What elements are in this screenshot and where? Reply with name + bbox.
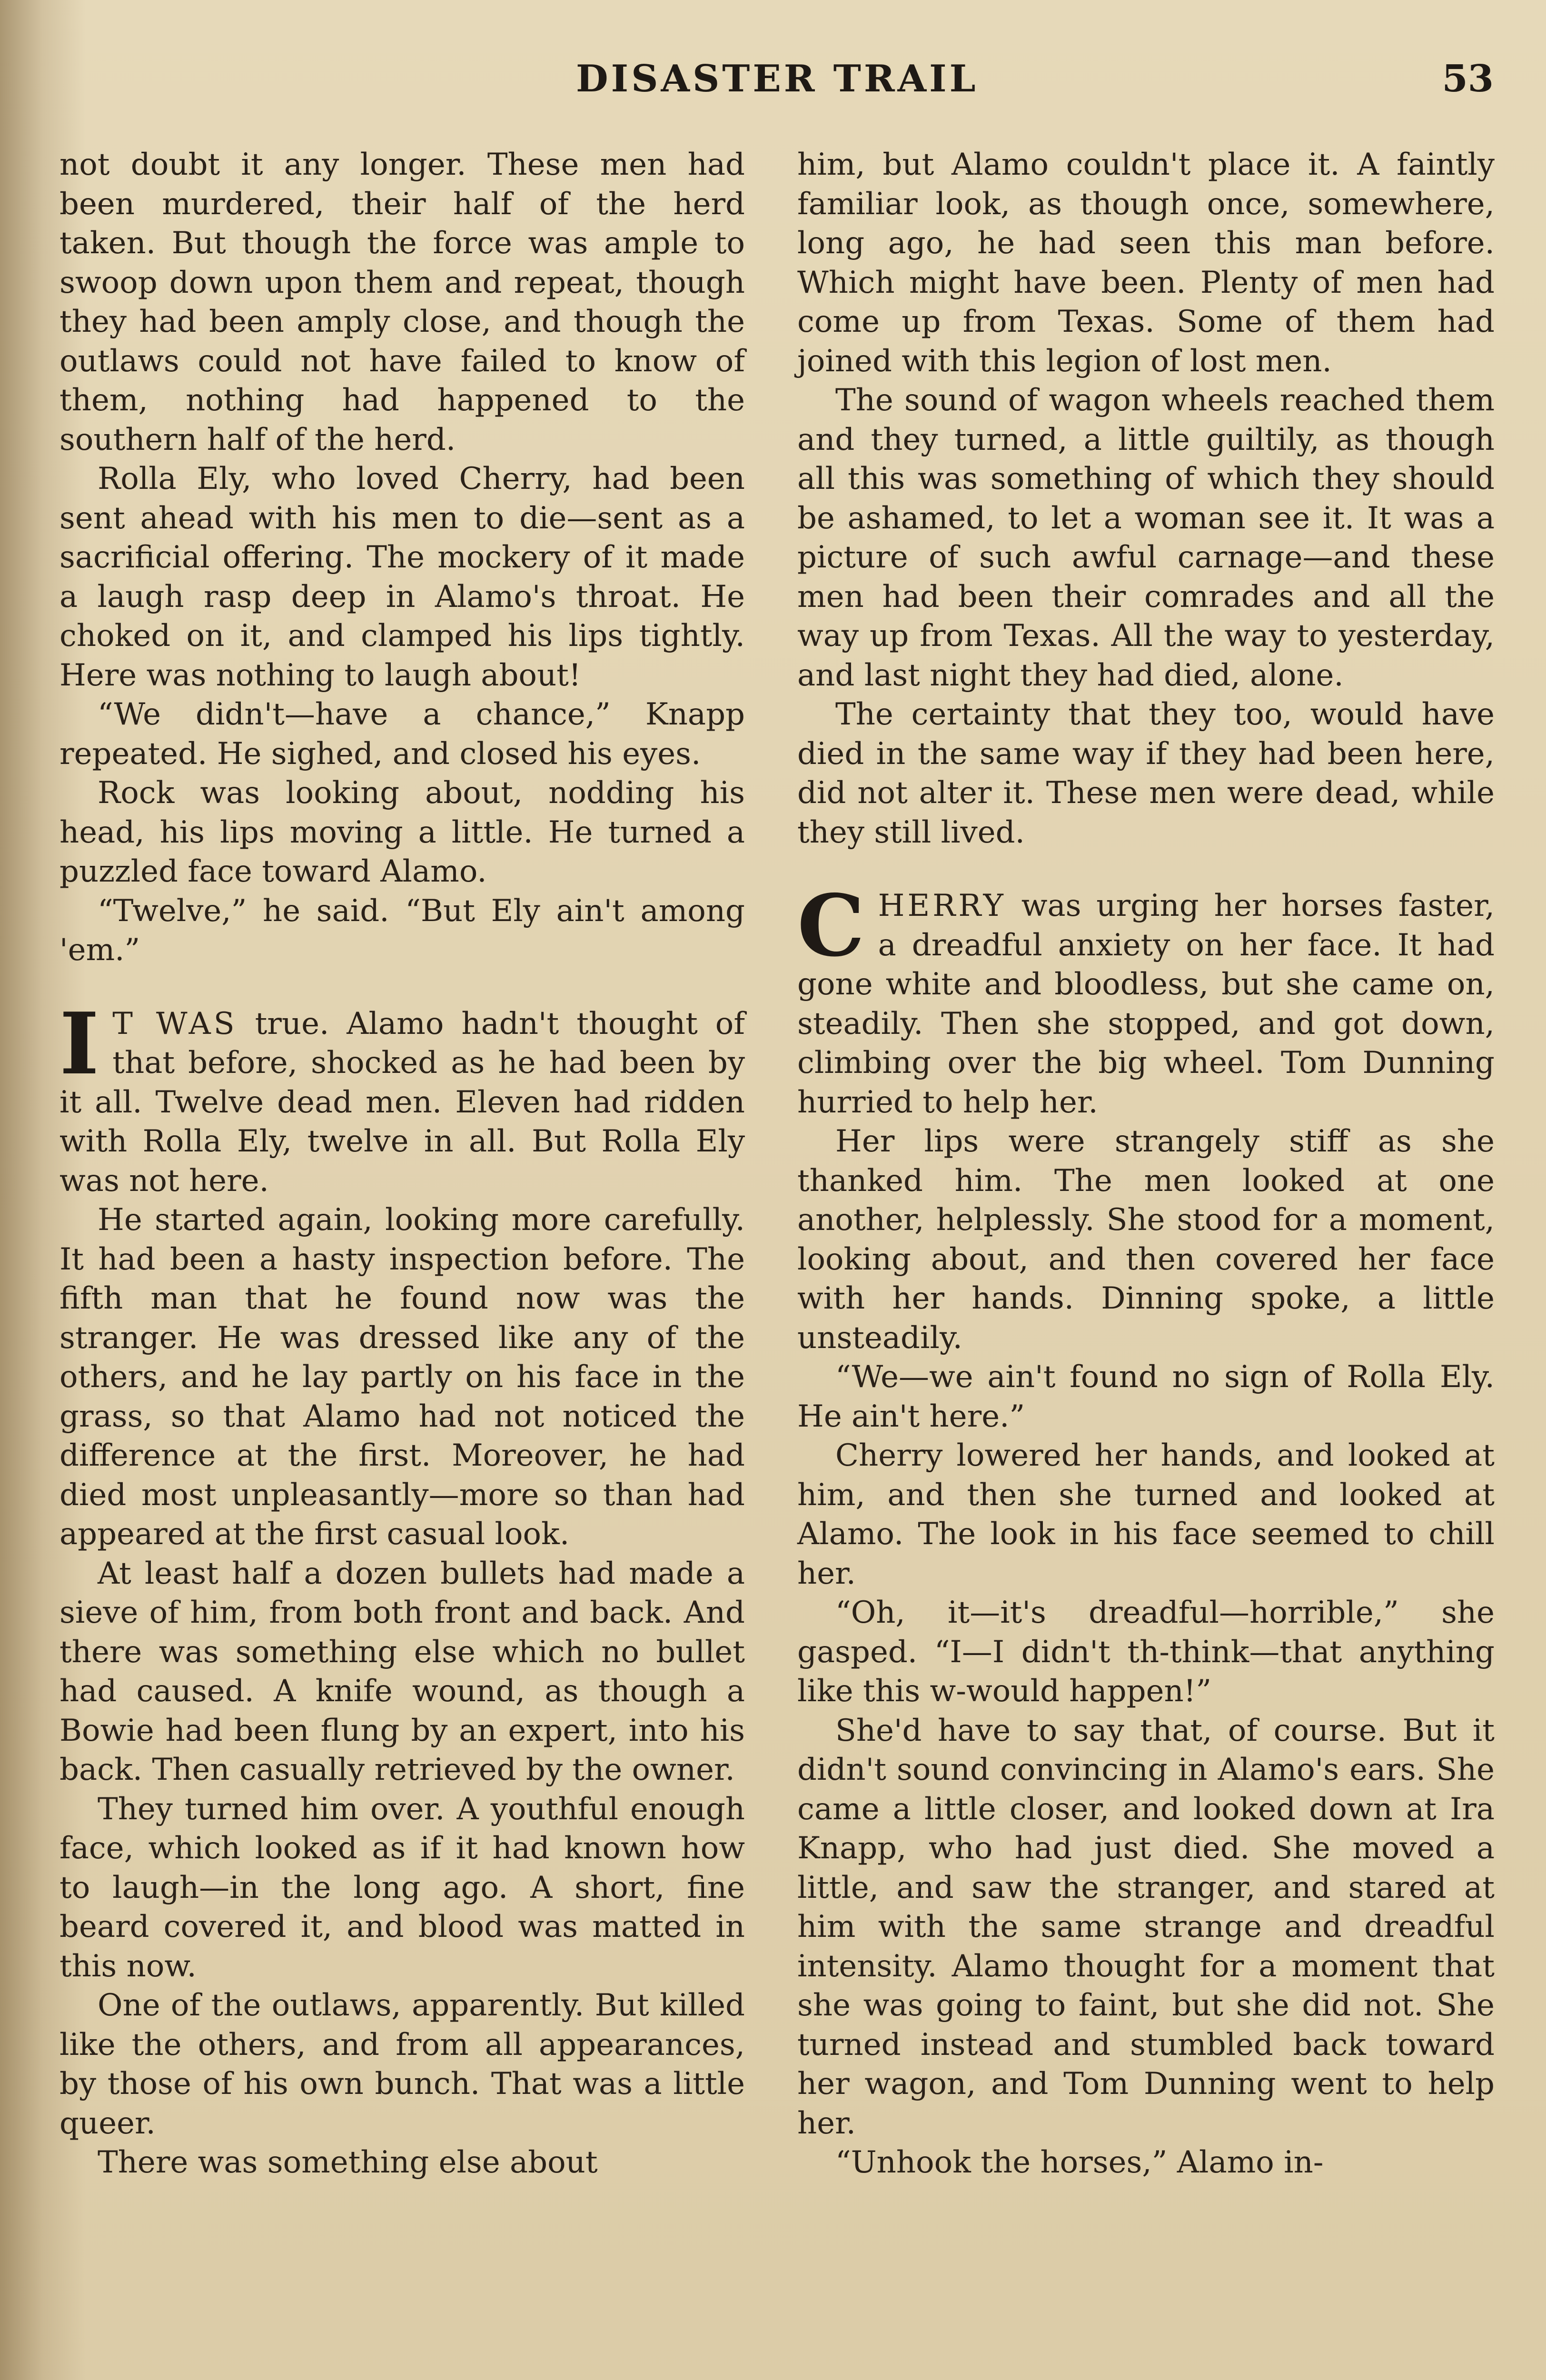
paragraph: “Unhook the horses,” Alamo in- [835,2145,1324,2180]
paragraph: not doubt it any longer. These men had been murdered, their half of the herd taken. But though the force was ample to swoop down upon them and repeat, though they had been amply close, and though the outlaws could not have failed to know of them, nothing had happened to the southern half of the herd. [59,147,745,457]
paragraph: The certainty that they too, would have died in the same way if they had been here, did not alter it. These men were dead, while they still lived. [797,697,1495,850]
paragraph: “Oh, it—it's dreadful—horrible,” she gasped. “I—I didn't th-think—that anything like this w-would happen!” [797,1595,1495,1709]
paragraph: “We didn't—have a chance,” Knapp repeated. He sighed, and closed his eyes. [59,697,745,772]
paragraph: Cherry lowered her hands, and looked at him, and then she turned and looked at Alamo. The look in his face seemed to chill her. [797,1438,1495,1591]
paragraph: They turned him over. A youthful enough face, which looked as if it had known how to laugh—in the long ago. A short, fine beard covered it, and blood was matted in this now. [59,1791,745,1984]
paragraph: He started again, looking more carefully. It had been a hasty inspection before. The fifth man that he found now was the stranger. He was dressed like any of the others, and he lay partly on his face in the grass, so that Alamo had not noticed the difference at the first. Moreover, he had died most unpleasantly—more so than had appeared at the first casual look. [59,1202,745,1552]
right-column [797,145,1495,2182]
paragraph: She'd have to say that, of course. But it didn't sound convincing in Alamo's ears. She came a little closer, and looked down at Ira Knapp, who had just died. She moved a little, and saw the stranger, and stared at him with the same strange and dreadful intensity. Alamo thought for a moment that she was going to faint, but she did not. She turned instead and stumbled back toward her wagon, and Tom Dunning went to help her. [797,1713,1495,2141]
paragraph: One of the outlaws, apparently. But killed like the others, and from all appearances, by those of his own bunch. That was a little queer. [59,1988,745,2141]
paragraph-text: true. Alamo hadn't thought of that before, shocked as he had been by it all. Twelve dead men. Eleven had ridden with Rolla Ely, twelve in all. But Rolla Ely was not here. [59,1006,745,1199]
paragraph: “Twelve,” he said. “But Ely ain't among 'em.” [59,893,745,968]
paragraph: At least half a dozen bullets had made a sieve of him, from both front and back. And there was something else which no bullet had caused. A knife wound, as though a Bowie had been flung by an expert, into his back. Then casually retrieved by the owner. [59,1556,745,1787]
paragraph: Her lips were strangely stiff as she thanked him. The men looked at one another, helplessly. She stood for a moment, looking about, and then covered her face with her hands. Dinning spoke, a little unsteadily. [797,1124,1495,1356]
page-number: 53 [1442,57,1494,100]
paragraph-text: was urging her horses faster, a dreadful anxiety on her face. It had gone white and bloodless, but she came on, steadily. Then she stopped, and got down, climbing over the big wheel. Tom Dunning hurried to help her. [797,888,1495,1120]
section-opening-paragraph [59,993,745,1201]
left-column [59,145,745,2182]
lead-in-caps: HERRY [878,888,1006,923]
paragraph: “We—we ain't found no sign of Rolla Ely. He ain't here.” [797,1359,1495,1434]
drop-cap: C [797,876,865,975]
paragraph: The sound of wagon wheels reached them and they turned, a little guiltily, as though all this was something of which they should be ashamed, to let a woman see it. It was a picture of such awful carnage—and these men had been their comrades and all the way up from Texas. All the way to yesterday, and last night they had died, alone. [797,383,1495,693]
paragraph: Rock was looking about, nodding his head, his lips moving a little. He turned a puzzled face toward Alamo. [59,775,745,889]
paragraph: him, but Alamo couldn't place it. A faintly familiar look, as though once, somewhere, long ago, he had seen this man before. Which might have been. Plenty of men had come up from Texas. Some of them had joined with this legion of lost men. [797,147,1495,379]
paragraph: Rolla Ely, who loved Cherry, had been sent ahead with his men to die—sent as a sacrificial offering. The mockery of it made a laugh rasp deep in Alamo's throat. He choked on it, and clamped his lips tightly. Here was nothing to laugh about! [59,461,745,693]
paragraph: There was something else about [98,2145,598,2180]
drop-cap: I [59,993,99,1093]
section-opening-paragraph [797,876,1495,1122]
page-header [0,57,1546,105]
running-head-title: DISASTER TRAIL [576,57,979,100]
lead-in-caps: T WAS [112,1006,238,1041]
